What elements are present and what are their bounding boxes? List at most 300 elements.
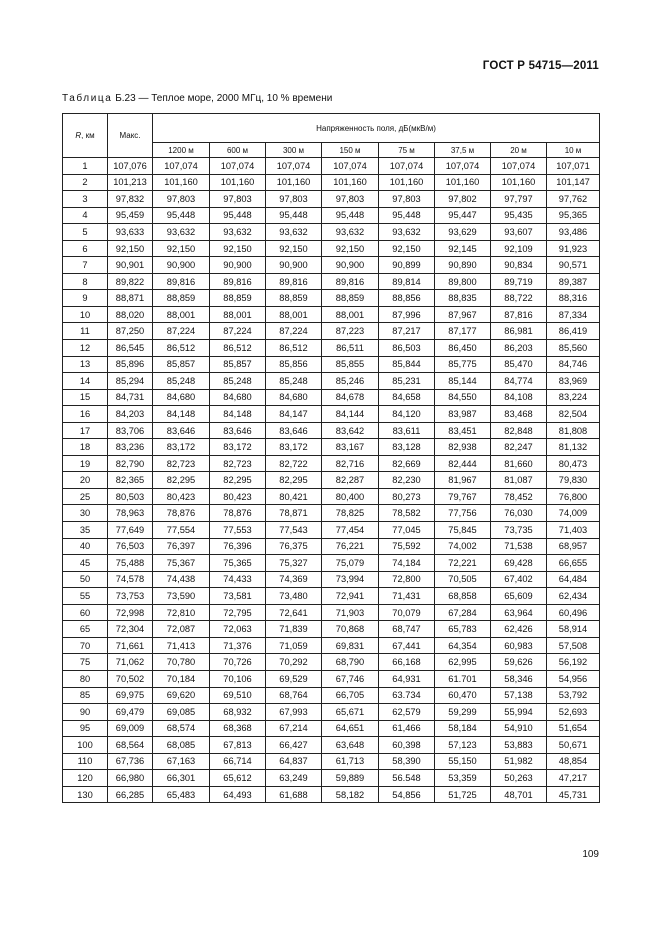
value-cell: 84,120	[379, 406, 435, 423]
distance-symbol: R	[75, 131, 82, 140]
value-cell: 85,896	[108, 356, 153, 373]
value-cell: 78,963	[108, 505, 153, 522]
value-cell: 101,160	[491, 174, 547, 191]
value-cell: 92,145	[435, 240, 491, 257]
value-cell: 66,714	[210, 753, 266, 770]
value-cell: 82,790	[108, 455, 153, 472]
value-cell: 93,632	[210, 224, 266, 241]
value-cell: 67,441	[379, 637, 435, 654]
value-cell: 67,214	[266, 720, 322, 737]
value-cell: 86,981	[491, 323, 547, 340]
value-cell: 83,172	[210, 439, 266, 456]
value-cell: 67,163	[153, 753, 210, 770]
value-cell: 81,808	[547, 422, 600, 439]
distance-cell: 10	[63, 306, 108, 323]
value-cell: 61.701	[435, 670, 491, 687]
table-row	[63, 555, 600, 572]
value-cell: 107,074	[153, 158, 210, 175]
value-cell: 90,900	[153, 257, 210, 274]
value-cell: 78,871	[266, 505, 322, 522]
value-cell: 85,294	[108, 373, 153, 390]
value-cell: 69,085	[153, 704, 210, 721]
value-cell: 70,868	[322, 621, 379, 638]
value-cell: 84,550	[435, 389, 491, 406]
value-cell: 66,705	[322, 687, 379, 704]
distance-cell: 7	[63, 257, 108, 274]
value-cell: 86,512	[210, 340, 266, 357]
value-cell: 87,224	[266, 323, 322, 340]
value-cell: 68,564	[108, 737, 153, 754]
value-cell: 86,512	[266, 340, 322, 357]
value-cell: 84,108	[491, 389, 547, 406]
value-cell: 51,725	[435, 786, 491, 803]
distance-cell: 12	[63, 340, 108, 357]
distance-cell: 2	[63, 174, 108, 191]
value-cell: 82,723	[153, 455, 210, 472]
value-cell: 87,177	[435, 323, 491, 340]
value-cell: 74,438	[153, 571, 210, 588]
value-cell: 83,706	[108, 422, 153, 439]
table-row	[63, 389, 600, 406]
value-cell: 72,304	[108, 621, 153, 638]
value-cell: 87,223	[322, 323, 379, 340]
table-row	[63, 158, 600, 175]
value-cell: 60,496	[547, 604, 600, 621]
distance-cell: 75	[63, 654, 108, 671]
value-cell: 59,299	[435, 704, 491, 721]
value-cell: 88,859	[266, 290, 322, 307]
value-cell: 76,397	[153, 538, 210, 555]
value-cell: 77,553	[210, 522, 266, 539]
table-row	[63, 422, 600, 439]
value-cell: 85,144	[435, 373, 491, 390]
value-cell: 54,856	[379, 786, 435, 803]
value-cell: 53,792	[547, 687, 600, 704]
value-cell: 82,716	[322, 455, 379, 472]
table-row	[63, 637, 600, 654]
value-cell: 63,249	[266, 770, 322, 787]
value-cell: 72,795	[210, 604, 266, 621]
value-cell: 107,074	[266, 158, 322, 175]
value-cell: 73,753	[108, 588, 153, 605]
value-cell: 92,150	[322, 240, 379, 257]
value-cell: 97,803	[379, 191, 435, 208]
value-cell: 83,642	[322, 422, 379, 439]
value-cell: 81,967	[435, 472, 491, 489]
value-cell: 73,590	[153, 588, 210, 605]
value-cell: 86,511	[322, 340, 379, 357]
table-caption	[62, 93, 332, 104]
value-cell: 65,671	[322, 704, 379, 721]
value-cell: 88,001	[322, 306, 379, 323]
value-cell: 58,914	[547, 621, 600, 638]
table-row	[63, 720, 600, 737]
value-cell: 97,797	[491, 191, 547, 208]
value-cell: 76,221	[322, 538, 379, 555]
value-cell: 89,814	[379, 273, 435, 290]
height-column-header: 600 м	[210, 143, 266, 158]
value-cell: 83,172	[266, 439, 322, 456]
height-column-header: 1200 м	[153, 143, 210, 158]
value-cell: 78,452	[491, 488, 547, 505]
value-cell: 101,160	[435, 174, 491, 191]
table-row	[63, 505, 600, 522]
value-cell: 50,263	[491, 770, 547, 787]
value-cell: 82,287	[322, 472, 379, 489]
value-cell: 56.548	[379, 770, 435, 787]
value-cell: 90,890	[435, 257, 491, 274]
value-cell: 70,780	[153, 654, 210, 671]
value-cell: 72,941	[322, 588, 379, 605]
value-cell: 57,508	[547, 637, 600, 654]
value-cell: 58,346	[491, 670, 547, 687]
value-cell: 74,578	[108, 571, 153, 588]
table-row	[63, 770, 600, 787]
value-cell: 101,160	[266, 174, 322, 191]
value-cell: 85,857	[210, 356, 266, 373]
value-cell: 68,368	[210, 720, 266, 737]
table-row	[63, 670, 600, 687]
value-cell: 67,736	[108, 753, 153, 770]
value-cell: 59,626	[491, 654, 547, 671]
value-cell: 89,816	[266, 273, 322, 290]
distance-cell: 130	[63, 786, 108, 803]
value-cell: 88,001	[266, 306, 322, 323]
distance-cell: 95	[63, 720, 108, 737]
value-cell: 71,376	[210, 637, 266, 654]
value-cell: 83,236	[108, 439, 153, 456]
distance-cell: 45	[63, 555, 108, 572]
table-row	[63, 191, 600, 208]
value-cell: 82,230	[379, 472, 435, 489]
distance-cell: 17	[63, 422, 108, 439]
value-cell: 95,448	[266, 207, 322, 224]
value-cell: 89,822	[108, 273, 153, 290]
value-cell: 89,800	[435, 273, 491, 290]
value-cell: 74,433	[210, 571, 266, 588]
value-cell: 71,431	[379, 588, 435, 605]
value-cell: 64,837	[266, 753, 322, 770]
value-cell: 93,632	[153, 224, 210, 241]
value-cell: 97,803	[153, 191, 210, 208]
value-cell: 63.734	[379, 687, 435, 704]
page-number: 109	[582, 849, 599, 860]
table-row	[63, 340, 600, 357]
value-cell: 95,448	[379, 207, 435, 224]
value-cell: 107,074	[379, 158, 435, 175]
value-cell: 95,435	[491, 207, 547, 224]
value-cell: 81,132	[547, 439, 600, 456]
value-cell: 82,247	[491, 439, 547, 456]
value-cell: 90,899	[379, 257, 435, 274]
value-cell: 85,248	[210, 373, 266, 390]
value-cell: 69,479	[108, 704, 153, 721]
table-row	[63, 290, 600, 307]
value-cell: 93,607	[491, 224, 547, 241]
table-row	[63, 753, 600, 770]
value-cell: 73,480	[266, 588, 322, 605]
table-row	[63, 737, 600, 754]
value-cell: 58,184	[435, 720, 491, 737]
value-cell: 89,816	[210, 273, 266, 290]
value-cell: 83,468	[491, 406, 547, 423]
table-row	[63, 406, 600, 423]
value-cell: 85,470	[491, 356, 547, 373]
value-cell: 85,775	[435, 356, 491, 373]
value-cell: 47,217	[547, 770, 600, 787]
value-cell: 79,830	[547, 472, 600, 489]
distance-cell: 55	[63, 588, 108, 605]
distance-cell: 14	[63, 373, 108, 390]
value-cell: 77,543	[266, 522, 322, 539]
value-cell: 107,071	[547, 158, 600, 175]
value-cell: 88,859	[210, 290, 266, 307]
value-cell: 95,365	[547, 207, 600, 224]
value-cell: 72,810	[153, 604, 210, 621]
value-cell: 64,493	[210, 786, 266, 803]
value-cell: 85,857	[153, 356, 210, 373]
value-cell: 88,722	[491, 290, 547, 307]
caption-label: Таблица	[62, 93, 113, 104]
value-cell: 71,661	[108, 637, 153, 654]
table-row	[63, 306, 600, 323]
value-cell: 55,150	[435, 753, 491, 770]
distance-cell: 80	[63, 670, 108, 687]
value-cell: 84,144	[322, 406, 379, 423]
value-cell: 74,002	[435, 538, 491, 555]
distance-cell: 18	[63, 439, 108, 456]
distance-cell: 13	[63, 356, 108, 373]
distance-cell: 30	[63, 505, 108, 522]
value-cell: 93,632	[322, 224, 379, 241]
value-cell: 90,900	[210, 257, 266, 274]
value-cell: 82,295	[153, 472, 210, 489]
value-cell: 84,680	[210, 389, 266, 406]
value-cell: 55,994	[491, 704, 547, 721]
distance-cell: 110	[63, 753, 108, 770]
value-cell: 90,901	[108, 257, 153, 274]
value-cell: 61,466	[379, 720, 435, 737]
value-cell: 87,224	[210, 323, 266, 340]
value-cell: 85,248	[153, 373, 210, 390]
value-cell: 83,224	[547, 389, 600, 406]
value-cell: 71,413	[153, 637, 210, 654]
distance-cell: 70	[63, 637, 108, 654]
table-row	[63, 439, 600, 456]
value-cell: 77,649	[108, 522, 153, 539]
value-cell: 97,803	[322, 191, 379, 208]
table-row	[63, 704, 600, 721]
value-cell: 84,148	[153, 406, 210, 423]
value-cell: 85,855	[322, 356, 379, 373]
value-cell: 89,816	[153, 273, 210, 290]
value-cell: 85,560	[547, 340, 600, 357]
value-cell: 101,160	[322, 174, 379, 191]
value-cell: 67,284	[435, 604, 491, 621]
value-cell: 101,213	[108, 174, 153, 191]
value-cell: 82,295	[210, 472, 266, 489]
value-cell: 82,722	[266, 455, 322, 472]
value-cell: 75,327	[266, 555, 322, 572]
table-row	[63, 522, 600, 539]
value-cell: 69,510	[210, 687, 266, 704]
value-cell: 84,147	[266, 406, 322, 423]
table-row	[63, 538, 600, 555]
value-cell: 97,832	[108, 191, 153, 208]
value-cell: 75,365	[210, 555, 266, 572]
value-cell: 93,632	[379, 224, 435, 241]
value-cell: 84,680	[153, 389, 210, 406]
value-cell: 97,762	[547, 191, 600, 208]
value-cell: 92,150	[210, 240, 266, 257]
value-cell: 70,502	[108, 670, 153, 687]
value-cell: 93,633	[108, 224, 153, 241]
value-cell: 83,611	[379, 422, 435, 439]
height-column-header: 75 м	[379, 143, 435, 158]
value-cell: 65,783	[435, 621, 491, 638]
distance-cell: 35	[63, 522, 108, 539]
distance-cell: 3	[63, 191, 108, 208]
value-cell: 74,369	[266, 571, 322, 588]
value-cell: 61,688	[266, 786, 322, 803]
value-cell: 64,484	[547, 571, 600, 588]
value-cell: 68,932	[210, 704, 266, 721]
value-cell: 53,883	[491, 737, 547, 754]
value-cell: 84,774	[491, 373, 547, 390]
value-cell: 62,995	[435, 654, 491, 671]
value-cell: 72,087	[153, 621, 210, 638]
value-cell: 107,074	[491, 158, 547, 175]
value-cell: 101,147	[547, 174, 600, 191]
value-cell: 82,848	[491, 422, 547, 439]
value-cell: 77,756	[435, 505, 491, 522]
value-cell: 54,910	[491, 720, 547, 737]
value-cell: 90,900	[266, 257, 322, 274]
value-cell: 62,434	[547, 588, 600, 605]
value-cell: 70,079	[379, 604, 435, 621]
value-cell: 87,816	[491, 306, 547, 323]
value-cell: 56,192	[547, 654, 600, 671]
value-cell: 66,285	[108, 786, 153, 803]
value-cell: 76,396	[210, 538, 266, 555]
value-cell: 82,444	[435, 455, 491, 472]
distance-cell: 85	[63, 687, 108, 704]
value-cell: 83,646	[266, 422, 322, 439]
distance-cell: 4	[63, 207, 108, 224]
value-cell: 66,168	[379, 654, 435, 671]
value-cell: 75,367	[153, 555, 210, 572]
value-cell: 107,074	[210, 158, 266, 175]
table-row	[63, 687, 600, 704]
value-cell: 83,128	[379, 439, 435, 456]
table-row	[63, 472, 600, 489]
table-row	[63, 257, 600, 274]
value-cell: 91,923	[547, 240, 600, 257]
table-row	[63, 786, 600, 803]
value-cell: 82,295	[266, 472, 322, 489]
value-cell: 84,746	[547, 356, 600, 373]
value-cell: 62,426	[491, 621, 547, 638]
value-cell: 71,403	[547, 522, 600, 539]
value-cell: 80,473	[547, 455, 600, 472]
value-cell: 68,764	[266, 687, 322, 704]
value-cell: 68,790	[322, 654, 379, 671]
value-cell: 69,529	[266, 670, 322, 687]
document-header: ГОСТ Р 54715—2011	[482, 60, 599, 72]
value-cell: 69,009	[108, 720, 153, 737]
distance-cell: 20	[63, 472, 108, 489]
value-cell: 87,967	[435, 306, 491, 323]
value-cell: 89,387	[547, 273, 600, 290]
value-cell: 77,454	[322, 522, 379, 539]
value-cell: 90,834	[491, 257, 547, 274]
table-row	[63, 174, 600, 191]
value-cell: 92,150	[108, 240, 153, 257]
value-cell: 63,648	[322, 737, 379, 754]
value-cell: 83,646	[153, 422, 210, 439]
value-cell: 92,150	[153, 240, 210, 257]
value-cell: 75,592	[379, 538, 435, 555]
value-cell: 72,063	[210, 621, 266, 638]
value-cell: 80,503	[108, 488, 153, 505]
value-cell: 85,844	[379, 356, 435, 373]
table-row	[63, 621, 600, 638]
value-cell: 76,375	[266, 538, 322, 555]
distance-cell: 120	[63, 770, 108, 787]
value-cell: 81,660	[491, 455, 547, 472]
distance-cell: 65	[63, 621, 108, 638]
value-cell: 79,767	[435, 488, 491, 505]
value-cell: 84,148	[210, 406, 266, 423]
value-cell: 86,450	[435, 340, 491, 357]
distance-cell: 5	[63, 224, 108, 241]
value-cell: 71,059	[266, 637, 322, 654]
value-cell: 67,993	[266, 704, 322, 721]
value-cell: 87,996	[379, 306, 435, 323]
value-cell: 88,316	[547, 290, 600, 307]
value-cell: 86,419	[547, 323, 600, 340]
value-cell: 85,246	[322, 373, 379, 390]
value-cell: 58,182	[322, 786, 379, 803]
distance-column-header	[63, 114, 108, 158]
table-row	[63, 488, 600, 505]
value-cell: 70,726	[210, 654, 266, 671]
distance-cell: 15	[63, 389, 108, 406]
value-cell: 65,609	[491, 588, 547, 605]
distance-cell: 8	[63, 273, 108, 290]
value-cell: 87,217	[379, 323, 435, 340]
value-cell: 84,680	[266, 389, 322, 406]
value-cell: 80,423	[210, 488, 266, 505]
value-cell: 87,334	[547, 306, 600, 323]
table-row	[63, 654, 600, 671]
value-cell: 51,982	[491, 753, 547, 770]
value-cell: 63,964	[491, 604, 547, 621]
value-cell: 97,803	[210, 191, 266, 208]
height-column-header: 150 м	[322, 143, 379, 158]
value-cell: 59,889	[322, 770, 379, 787]
value-cell: 88,001	[153, 306, 210, 323]
value-cell: 66,655	[547, 555, 600, 572]
value-cell: 57,138	[491, 687, 547, 704]
table-row	[63, 373, 600, 390]
value-cell: 73,735	[491, 522, 547, 539]
value-cell: 95,448	[210, 207, 266, 224]
value-cell: 80,400	[322, 488, 379, 505]
height-column-header: 300 м	[266, 143, 322, 158]
value-cell: 72,998	[108, 604, 153, 621]
value-cell: 66,980	[108, 770, 153, 787]
